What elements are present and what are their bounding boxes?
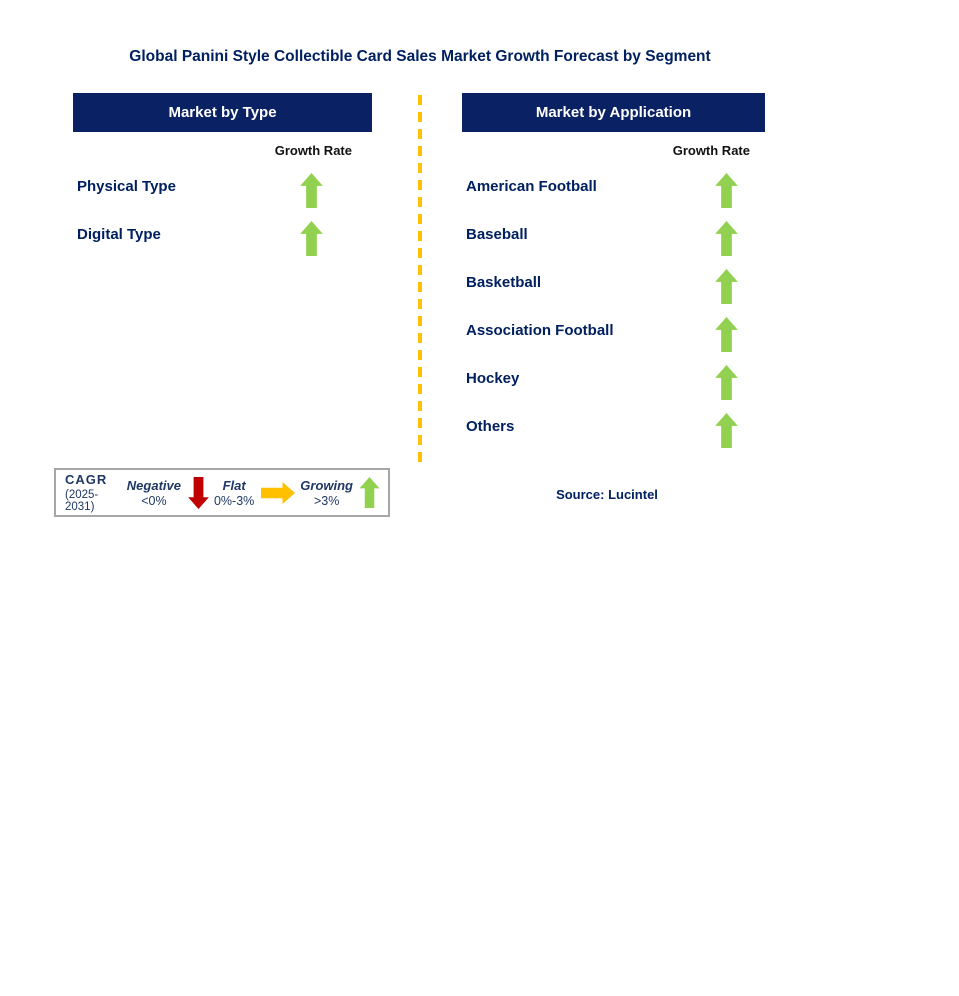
negative-down-arrow-icon: [187, 477, 210, 509]
growth-up-arrow-icon: [715, 269, 738, 304]
growth-up-arrow-icon: [300, 221, 323, 256]
segment-label: American Football: [466, 177, 597, 195]
segment-label: Physical Type: [77, 177, 176, 195]
market-by-type-panel: [73, 93, 372, 258]
segment-row: [73, 162, 372, 210]
segment-row: [462, 306, 765, 354]
growth-up-arrow-icon: [300, 173, 323, 208]
cagr-legend: [54, 468, 390, 517]
type-segment-rows: [73, 162, 372, 258]
growth-rate-column-label: Growth Rate: [672, 143, 750, 158]
segment-row: [462, 162, 765, 210]
segment-row: [462, 402, 765, 450]
page-title: Global Panini Style Collectible Card Sales Market Growth Forecast by Segment: [129, 48, 711, 65]
legend-negative-label: Negative: [126, 477, 181, 493]
dashed-divider: [418, 95, 422, 465]
legend-growing-range: >3%: [313, 493, 340, 508]
segment-label: Digital Type: [77, 225, 161, 243]
segment-label: Association Football: [466, 321, 614, 339]
segment-label: Baseball: [466, 225, 528, 243]
growth-rate-column-label: Growth Rate: [274, 143, 352, 158]
growth-up-arrow-icon: [715, 173, 738, 208]
growing-up-arrow-icon: [359, 477, 380, 508]
application-segment-rows: [462, 162, 765, 450]
growth-up-arrow-icon: [715, 365, 738, 400]
legend-entry-flat: [214, 478, 300, 508]
segment-label: Others: [466, 417, 515, 435]
legend-flat-label: Flat: [222, 477, 246, 493]
market-by-application-header: Market by Application: [462, 93, 765, 132]
segment-row: [462, 354, 765, 402]
growth-up-arrow-icon: [715, 221, 738, 256]
segment-row: [462, 210, 765, 258]
source-attribution: Source: Lucintel: [556, 487, 658, 502]
legend-entry-negative: [127, 477, 214, 509]
growth-up-arrow-icon: [715, 413, 738, 448]
cagr-period: (2025-2031): [65, 489, 99, 513]
cagr-title-block: [65, 472, 117, 513]
market-by-application-panel: [462, 93, 765, 450]
legend-negative-range: <0%: [141, 493, 167, 508]
legend-entry-growing: [300, 477, 380, 508]
flat-right-arrow-icon: [260, 482, 296, 504]
cagr-label: CAGR: [65, 472, 108, 487]
market-by-type-header: Market by Type: [73, 93, 372, 132]
segment-row: [462, 258, 765, 306]
growth-up-arrow-icon: [715, 317, 738, 352]
legend-growing-label: Growing: [300, 477, 353, 493]
segment-label: Hockey: [466, 369, 520, 387]
segment-row: [73, 210, 372, 258]
segment-label: Basketball: [466, 273, 542, 291]
legend-flat-range: 0%-3%: [213, 493, 255, 508]
